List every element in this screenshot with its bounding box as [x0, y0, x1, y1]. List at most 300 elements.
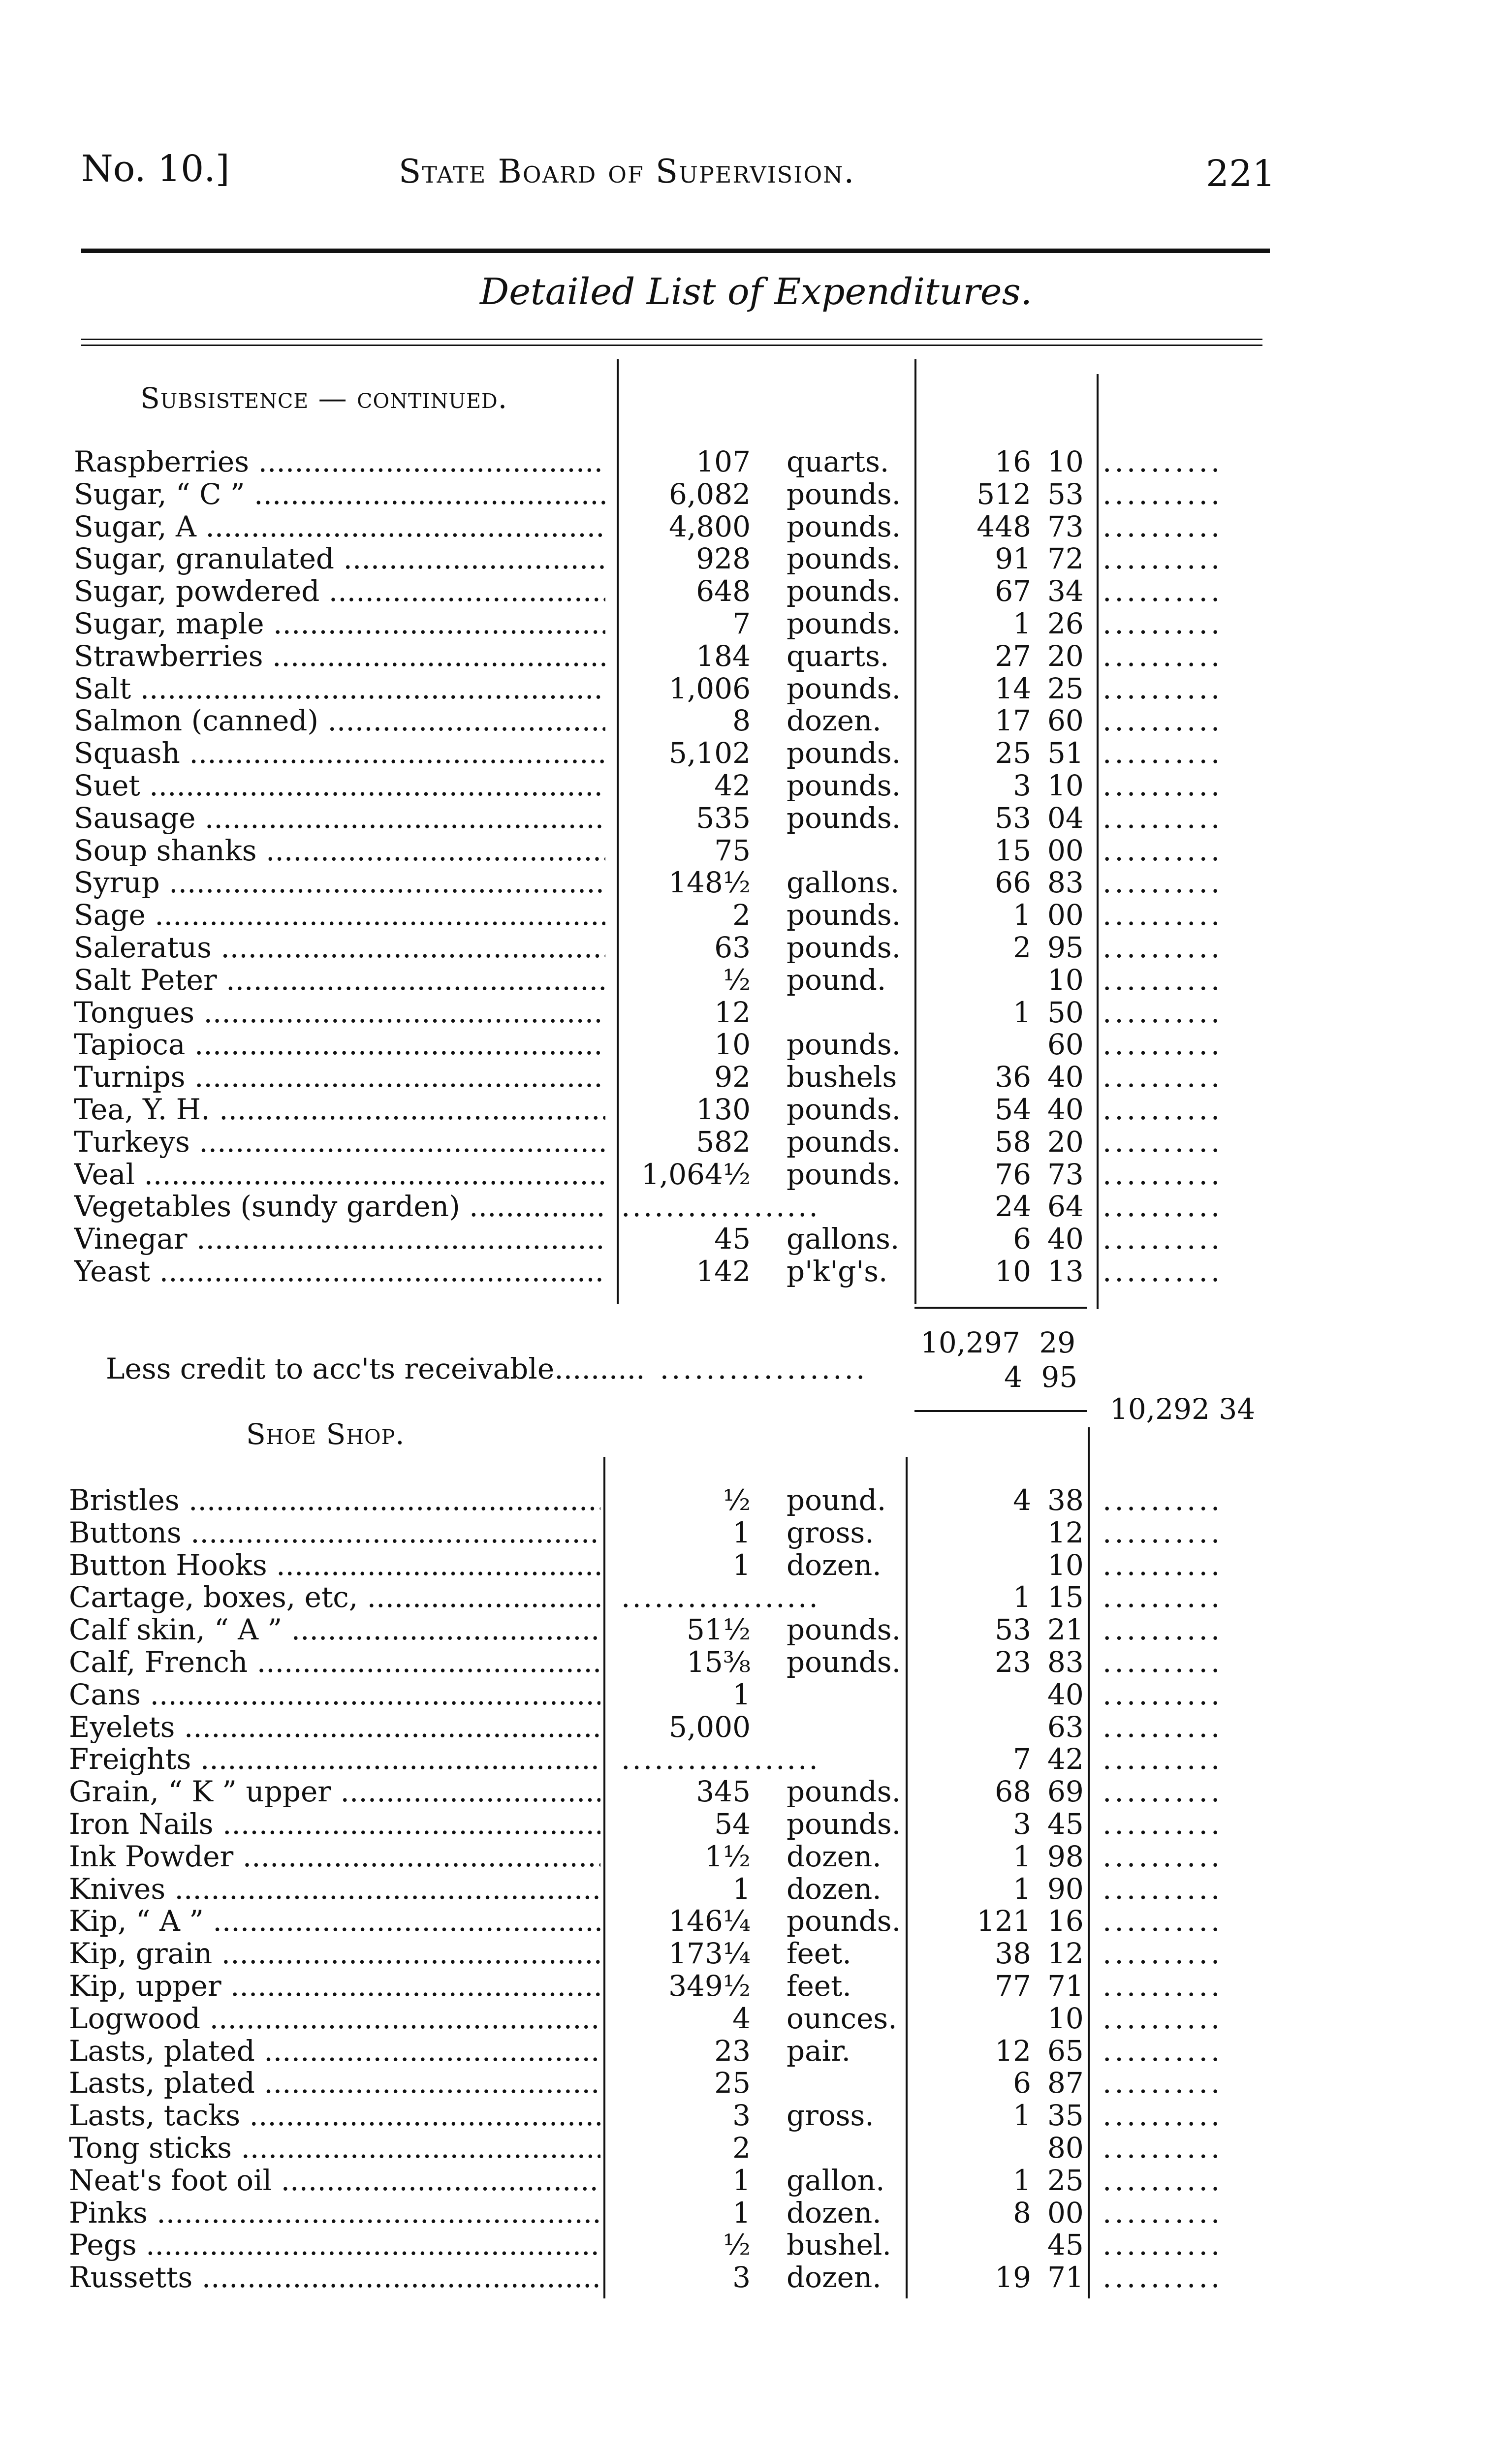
item-quantity: 173¼ — [668, 1937, 751, 1971]
item-dollars: 121 — [976, 1904, 1031, 1938]
item-dollars: 3 — [1013, 769, 1031, 802]
item-dollars: 2 — [1013, 931, 1031, 964]
item-quantity: 54 — [714, 1807, 751, 1841]
item-dollars: 1 — [1013, 1839, 1031, 1873]
item-name-text: Squash ..... — [74, 737, 605, 769]
item-dollars: 53 — [995, 801, 1031, 835]
table-row — [0, 1028, 1512, 1061]
item-name-text: Pinks ..... — [69, 2197, 600, 2229]
item-name-text: Sugar, “ C ” ..... — [74, 478, 605, 510]
item-dollars: 68 — [995, 1775, 1031, 1809]
table-row — [0, 802, 1512, 834]
table-row — [0, 1158, 1512, 1191]
item-quantity: 1½ — [704, 1839, 751, 1873]
table-row — [0, 640, 1512, 672]
item-unit: pounds. — [787, 769, 901, 802]
item-cents: 45 — [1047, 2228, 1084, 2262]
item-dollars: 25 — [995, 736, 1031, 770]
table-row — [0, 996, 1512, 1029]
item-name — [74, 478, 605, 510]
item-name-text: Bristles ..... — [69, 1484, 600, 1516]
item-cents: 69 — [1047, 1775, 1084, 1809]
item-dollars: 1 — [1013, 2099, 1031, 2133]
item-dollars: 1 — [1013, 607, 1031, 640]
credit-label-row — [106, 1352, 867, 1385]
item-unit: dozen. — [787, 2261, 882, 2294]
item-cents: 71 — [1047, 1969, 1084, 2003]
item-dollars: 27 — [995, 639, 1031, 673]
item-unit: gross. — [787, 1515, 874, 1549]
table-row — [0, 1581, 1512, 1613]
item-quantity: 142 — [696, 1255, 751, 1288]
item-cents: 65 — [1047, 2034, 1084, 2068]
item-quantity: 2 — [732, 898, 751, 932]
item-dollars: 10 — [995, 1255, 1031, 1288]
header-rule — [81, 249, 1270, 253]
total-column-leader: .......... — [1102, 1677, 1223, 1711]
item-name — [74, 704, 605, 737]
item-dollars: 7 — [1013, 1742, 1031, 1776]
item-unit: bushels — [787, 1060, 897, 1094]
item-name — [69, 1646, 600, 1678]
item-name-text: Turnips ..... — [74, 1061, 605, 1093]
total-column-leader: .......... — [1102, 1775, 1223, 1809]
item-cents: 80 — [1047, 2131, 1084, 2165]
item-unit: pounds. — [787, 931, 901, 964]
total-column-leader: .......... — [1102, 1125, 1223, 1159]
item-unit: pounds. — [787, 1028, 901, 1062]
total-column-leader: .......... — [1102, 2001, 1223, 2035]
item-name-text: Lasts, plated ..... — [69, 2067, 600, 2099]
item-quantity: 648 — [696, 574, 751, 608]
item-name — [69, 1970, 600, 2002]
total-column-leader: .......... — [1102, 1028, 1223, 1062]
total-column-leader: .......... — [1102, 1060, 1223, 1094]
net-total: 10,292 34 — [1110, 1392, 1256, 1426]
section-heading-subsistence: Subsistence — continued. — [140, 381, 508, 415]
table-row — [0, 1873, 1512, 1905]
item-name — [74, 802, 605, 834]
quantity-leader: .................. — [621, 1742, 820, 1776]
table-row — [0, 1126, 1512, 1158]
item-cents: 40 — [1047, 1093, 1084, 1126]
item-unit: gallons. — [787, 1222, 900, 1256]
item-cents: 10 — [1047, 2001, 1084, 2035]
item-quantity: 92 — [714, 1060, 751, 1094]
item-unit: pounds. — [787, 1775, 901, 1809]
item-quantity: 3 — [732, 2261, 751, 2294]
quantity-leader: .................. — [621, 1190, 820, 1224]
item-cents: 60 — [1047, 704, 1084, 738]
total-column-leader: .......... — [1102, 704, 1223, 738]
item-name — [69, 1484, 600, 1516]
item-quantity: 1 — [732, 2196, 751, 2230]
item-dollars: 448 — [976, 509, 1031, 543]
item-quantity: 1 — [732, 1548, 751, 1582]
item-name — [69, 1905, 600, 1937]
item-name — [74, 1061, 605, 1093]
total-column-leader: .......... — [1102, 1645, 1223, 1679]
item-name-text: Raspberries ..... — [74, 445, 605, 478]
item-quantity: 8 — [732, 704, 751, 738]
item-name-text: Pegs ..... — [69, 2229, 600, 2261]
credit-amount — [1004, 1361, 1077, 1393]
item-name-text: Tong sticks ..... — [69, 2132, 600, 2164]
item-quantity: 45 — [714, 1222, 751, 1256]
item-quantity: ½ — [723, 2228, 751, 2262]
credit-leader: .......... — [554, 1352, 645, 1385]
table-row — [0, 1905, 1512, 1937]
item-cents: 34 — [1047, 574, 1084, 608]
item-name — [74, 866, 605, 899]
total-column-leader: .......... — [1102, 995, 1223, 1029]
item-unit: dozen. — [787, 1839, 882, 1873]
item-cents: 64 — [1047, 1190, 1084, 1224]
item-name — [74, 931, 605, 964]
item-name — [69, 1743, 600, 1775]
item-name — [69, 1711, 600, 1743]
item-name-text: Salmon (canned) ..... — [74, 704, 605, 737]
item-dollars: 19 — [995, 2261, 1031, 2294]
item-name — [74, 899, 605, 931]
item-quantity: 5,000 — [668, 1710, 751, 1744]
item-name — [74, 834, 605, 867]
total-column-leader: .......... — [1102, 2099, 1223, 2133]
item-quantity: 3 — [732, 2099, 751, 2133]
item-dollars: 58 — [995, 1125, 1031, 1159]
item-dollars: 512 — [976, 477, 1031, 511]
item-cents: 16 — [1047, 1904, 1084, 1938]
table-row — [0, 1840, 1512, 1873]
item-quantity: 1 — [732, 1677, 751, 1711]
item-name-text: Cans ..... — [69, 1678, 600, 1711]
item-cents: 10 — [1047, 1548, 1084, 1582]
item-unit: pounds. — [787, 671, 901, 705]
item-name — [69, 1808, 600, 1840]
item-quantity: 107 — [696, 445, 751, 478]
item-name — [69, 1581, 600, 1613]
table-row — [0, 607, 1512, 640]
item-name-text: Logwood ..... — [69, 2002, 600, 2035]
total-column-leader: .......... — [1102, 963, 1223, 997]
item-quantity: 7 — [732, 607, 751, 640]
item-quantity: 10 — [714, 1028, 751, 1062]
table-row — [0, 1255, 1512, 1288]
item-name-text: Neat's foot oil ..... — [69, 2164, 600, 2197]
total-column-leader: .......... — [1102, 1580, 1223, 1614]
item-name-text: Russetts ..... — [69, 2261, 600, 2294]
table-row — [0, 1743, 1512, 1775]
item-name-text: Sugar, powdered ..... — [74, 575, 605, 607]
item-cents: 25 — [1047, 671, 1084, 705]
item-name-text: Lasts, tacks ..... — [69, 2099, 600, 2132]
item-quantity: ½ — [723, 1483, 751, 1517]
item-name-text: Veal ..... — [74, 1158, 605, 1191]
item-unit: quarts. — [787, 445, 889, 478]
total-column-leader: .......... — [1102, 509, 1223, 543]
item-name-text: Sugar, granulated ..... — [74, 542, 605, 575]
item-unit: dozen. — [787, 2196, 882, 2230]
credit-dollars: 4 — [1004, 1360, 1022, 1394]
item-dollars: 91 — [995, 542, 1031, 576]
total-column-leader: .......... — [1102, 1255, 1223, 1288]
item-unit: pound. — [787, 1483, 886, 1517]
item-name-text: Vinegar ..... — [74, 1223, 605, 1255]
item-dollars: 1 — [1013, 1872, 1031, 1906]
item-name — [69, 1678, 600, 1711]
item-unit: pounds. — [787, 477, 901, 511]
item-name-text: Tea, Y. H. ..... — [74, 1093, 605, 1126]
table-row — [0, 1970, 1512, 2002]
item-dollars: 76 — [995, 1157, 1031, 1191]
item-name — [74, 607, 605, 640]
item-quantity: ½ — [723, 963, 751, 997]
item-dollars: 8 — [1013, 2196, 1031, 2230]
item-cents: 21 — [1047, 1613, 1084, 1647]
item-name — [74, 1158, 605, 1191]
item-name — [69, 2261, 600, 2294]
item-name — [74, 737, 605, 769]
item-cents: 04 — [1047, 801, 1084, 835]
net-rule — [914, 1410, 1087, 1412]
table-top-rule — [81, 339, 1262, 340]
item-quantity: 130 — [696, 1093, 751, 1126]
table-row — [0, 2002, 1512, 2035]
table-row — [0, 1223, 1512, 1255]
item-quantity: 63 — [714, 931, 751, 964]
total-column-leader: .......... — [1102, 1222, 1223, 1256]
item-name-text: Tapioca ..... — [74, 1028, 605, 1061]
subtotal-dollars: 10,297 — [920, 1326, 1020, 1359]
item-cents: 26 — [1047, 607, 1084, 640]
item-cents: 12 — [1047, 1515, 1084, 1549]
item-quantity: 5,102 — [668, 736, 751, 770]
item-unit: pounds. — [787, 509, 901, 543]
item-unit: dozen. — [787, 1548, 882, 1582]
total-column-leader: .......... — [1102, 445, 1223, 478]
item-quantity: 12 — [714, 995, 751, 1029]
item-unit: pounds. — [787, 1904, 901, 1938]
item-name-text: Strawberries ..... — [74, 640, 605, 672]
item-cents: 40 — [1047, 1677, 1084, 1711]
item-name-text: Sugar, maple ..... — [74, 607, 605, 640]
item-unit: dozen. — [787, 1872, 882, 1906]
item-dollars: 23 — [995, 1645, 1031, 1679]
item-unit: feet. — [787, 1969, 851, 2003]
item-quantity: 582 — [696, 1125, 751, 1159]
total-column-leader: .......... — [1102, 639, 1223, 673]
total-column-leader: .......... — [1102, 2196, 1223, 2230]
item-dollars: 6 — [1013, 1222, 1031, 1256]
item-cents: 00 — [1047, 898, 1084, 932]
item-cents: 20 — [1047, 1125, 1084, 1159]
section-heading-shoe-shop: Shoe Shop. — [246, 1417, 405, 1451]
total-column-leader: .......... — [1102, 769, 1223, 802]
total-column-leader: .......... — [1102, 833, 1223, 867]
table-row — [0, 931, 1512, 964]
item-name — [69, 2132, 600, 2164]
item-name — [74, 575, 605, 607]
item-name — [69, 2067, 600, 2099]
item-unit: pounds. — [787, 542, 901, 576]
credit-label: Less credit to acc'ts receivable — [106, 1352, 555, 1385]
table-row — [0, 769, 1512, 802]
credit-qty-leader: .................. — [660, 1352, 868, 1385]
table-row — [0, 1937, 1512, 1970]
table-row — [0, 2229, 1512, 2261]
item-dollars: 16 — [995, 445, 1031, 478]
item-cents: 13 — [1047, 1255, 1084, 1288]
table-row — [0, 866, 1512, 899]
item-cents: 83 — [1047, 1645, 1084, 1679]
item-cents: 15 — [1047, 1580, 1084, 1614]
item-dollars: 1 — [1013, 898, 1031, 932]
table-row — [0, 2035, 1512, 2067]
item-name-text: Yeast ..... — [74, 1255, 605, 1288]
table-row — [0, 1190, 1512, 1223]
item-cents: 71 — [1047, 2261, 1084, 2294]
item-quantity: 6,082 — [668, 477, 751, 511]
total-column-leader: .......... — [1102, 1157, 1223, 1191]
item-cents: 45 — [1047, 1807, 1084, 1841]
item-quantity: 148½ — [668, 866, 751, 900]
item-cents: 38 — [1047, 1483, 1084, 1517]
table-row — [0, 1678, 1512, 1711]
total-column-leader: .......... — [1102, 1872, 1223, 1906]
item-name-text: Button Hooks ..... — [69, 1549, 600, 1581]
item-dollars: 38 — [995, 1937, 1031, 1971]
item-quantity: 75 — [714, 833, 751, 867]
item-unit: pounds. — [787, 1157, 901, 1191]
item-dollars: 1 — [1013, 1580, 1031, 1614]
item-name-text: Iron Nails ..... — [69, 1808, 600, 1840]
item-cents: 10 — [1047, 963, 1084, 997]
item-name — [69, 1775, 600, 1808]
item-name — [74, 1126, 605, 1158]
item-quantity: 1 — [732, 1515, 751, 1549]
item-name-text: Soup shanks ..... — [74, 834, 605, 867]
table-row — [0, 834, 1512, 867]
item-name-text: Vegetables (sundy garden) ..... — [74, 1190, 605, 1223]
item-name-text: Buttons ..... — [69, 1516, 600, 1549]
total-column-leader: .......... — [1102, 607, 1223, 640]
item-dollars: 6 — [1013, 2066, 1031, 2100]
item-dollars: 1 — [1013, 995, 1031, 1029]
item-name-text: Knives ..... — [69, 1873, 600, 1905]
item-dollars: 15 — [995, 833, 1031, 867]
page-number: 221 — [1206, 153, 1276, 195]
table-row — [0, 2164, 1512, 2197]
table-row — [0, 1484, 1512, 1516]
item-name-text: Kip, “ A ” ..... — [69, 1905, 600, 1937]
table-row — [0, 1646, 1512, 1678]
item-name-text: Grain, “ K ” upper ..... — [69, 1775, 600, 1808]
item-quantity: 42 — [714, 769, 751, 802]
item-cents: 83 — [1047, 866, 1084, 900]
item-name — [69, 1516, 600, 1549]
total-column-leader: .......... — [1102, 1093, 1223, 1126]
table-row — [0, 510, 1512, 543]
item-quantity: 146¼ — [668, 1904, 751, 1938]
table-row — [0, 704, 1512, 737]
total-column-leader: .......... — [1102, 736, 1223, 770]
table-row — [0, 2197, 1512, 2229]
item-dollars: 53 — [995, 1613, 1031, 1647]
table-row — [0, 1711, 1512, 1743]
item-name-text: Sage ..... — [74, 899, 605, 931]
item-name — [69, 2035, 600, 2067]
item-quantity: 184 — [696, 639, 751, 673]
table-row — [0, 1775, 1512, 1808]
table-row — [0, 1093, 1512, 1126]
item-name — [69, 1613, 600, 1646]
table-row — [0, 2261, 1512, 2294]
item-name — [74, 510, 605, 543]
item-quantity: 345 — [696, 1775, 751, 1809]
item-name — [74, 769, 605, 802]
item-unit: pounds. — [787, 1093, 901, 1126]
item-unit: pounds. — [787, 898, 901, 932]
item-name-text: Salt Peter ..... — [74, 964, 605, 996]
total-column-leader: .......... — [1102, 1969, 1223, 2003]
table-row — [0, 1613, 1512, 1646]
item-cents: 72 — [1047, 542, 1084, 576]
item-dollars: 66 — [995, 866, 1031, 900]
total-column-leader: .......... — [1102, 1742, 1223, 1776]
total-column-leader: .......... — [1102, 801, 1223, 835]
item-cents: 20 — [1047, 639, 1084, 673]
item-name-text: Salt ..... — [74, 672, 605, 705]
table-row — [0, 964, 1512, 996]
item-name-text: Saleratus ..... — [74, 931, 605, 964]
item-dollars: 3 — [1013, 1807, 1031, 1841]
item-name-text: Kip, upper ..... — [69, 1970, 600, 2002]
item-unit: pair. — [787, 2034, 851, 2068]
total-column-leader: .......... — [1102, 671, 1223, 705]
table-row — [0, 542, 1512, 575]
item-unit: pounds. — [787, 1125, 901, 1159]
document-number: No. 10.] — [81, 148, 230, 190]
total-column-leader: .......... — [1102, 1548, 1223, 1582]
table-row — [0, 478, 1512, 510]
item-quantity: 23 — [714, 2034, 751, 2068]
running-title: State Board of Supervision. — [399, 153, 855, 190]
subtotal-rule — [914, 1307, 1087, 1309]
item-name — [69, 2197, 600, 2229]
item-unit: pounds. — [787, 801, 901, 835]
item-name — [69, 1549, 600, 1581]
total-column-leader: .......... — [1102, 1190, 1223, 1224]
table-row — [0, 1516, 1512, 1549]
table-top-rule-inner — [81, 345, 1262, 346]
item-cents: 00 — [1047, 833, 1084, 867]
item-name-text: Syrup ..... — [74, 866, 605, 899]
item-name-text: Eyelets ..... — [69, 1711, 600, 1743]
item-cents: 12 — [1047, 1937, 1084, 1971]
item-name — [69, 1937, 600, 1970]
item-dollars: 54 — [995, 1093, 1031, 1126]
item-dollars: 67 — [995, 574, 1031, 608]
item-quantity: 1,006 — [668, 671, 751, 705]
item-unit: pounds. — [787, 736, 901, 770]
total-column-leader: .......... — [1102, 2163, 1223, 2197]
item-name — [74, 1028, 605, 1061]
total-column-leader: .......... — [1102, 1613, 1223, 1647]
table-row — [0, 1808, 1512, 1840]
item-name — [74, 1093, 605, 1126]
item-unit: gallons. — [787, 866, 900, 900]
item-unit: pounds. — [787, 1645, 901, 1679]
